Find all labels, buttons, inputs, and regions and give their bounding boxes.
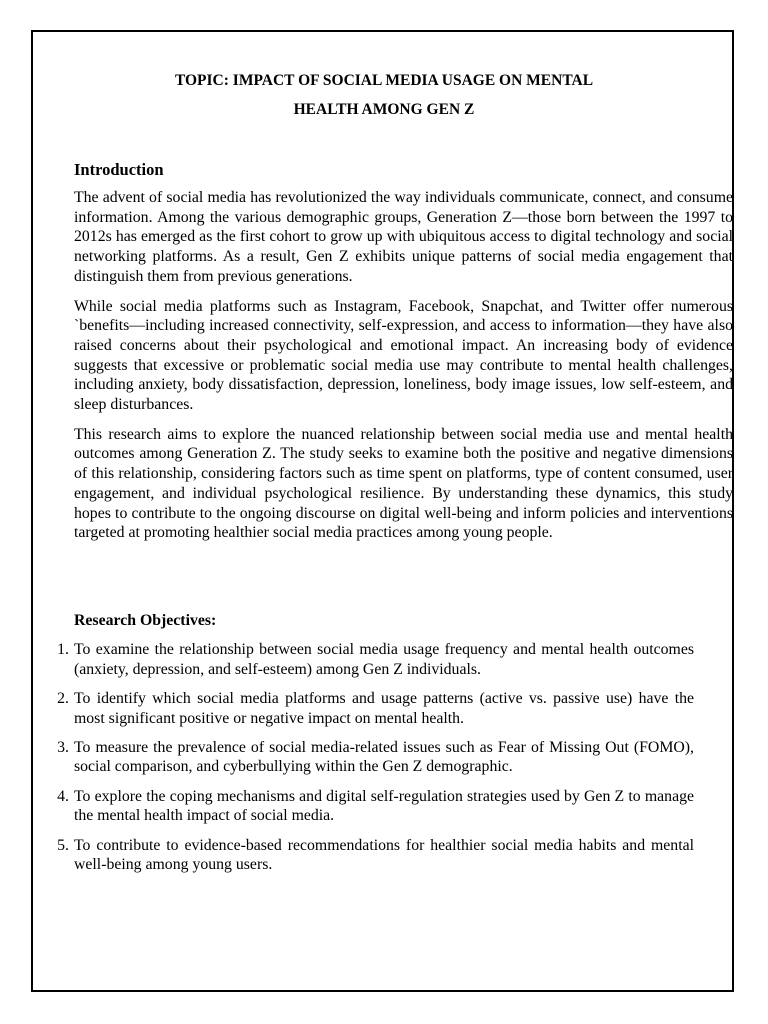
introduction-heading: Introduction [74,160,164,179]
introduction-paragraph-2: While social media platforms such as Instagram, Facebook, Snapchat, and Twitter offer numerous `benefits—including increased connectivity, self-expression, and access to information—they have also raised concerns about their psychological and emotional impact. An increasing body of evidence suggests that excessive or problematic social media use may contribute to mental health challenges, including anxiety, body dissatisfaction, depression, loneliness, body image issues, low self-esteem, and sleep disturbances. [74,297,733,414]
objective-number: 3. [57,738,69,756]
objective-text: To contribute to evidence-based recommendations for healthier social media habits and mental well-being among young users. [74,836,694,874]
objective-text: To measure the prevalence of social media-related issues such as Fear of Missing Out (FOMO), social comparison, and cyberbullying within the Gen Z demographic. [74,738,694,776]
objective-item [57,787,694,826]
objective-item [57,689,694,728]
objective-text: To examine the relationship between social media usage frequency and mental health outcomes (anxiety, depression, and self-esteem) among Gen Z individuals. [74,640,694,678]
objective-text: To identify which social media platforms and usage patterns (active vs. passive use) have the most significant positive or negative impact on mental health. [74,689,694,727]
introduction-paragraph-3: This research aims to explore the nuanced relationship between social media use and mental health outcomes among Generation Z. The study seeks to examine both the positive and negative dimensions of this relationship, considering factors such as time spent on platforms, type of content consumed, user engagement, and individual psychological resilience. By understanding these dynamics, this study hopes to contribute to the ongoing discourse on digital well-being and inform policies and interventions targeted at promoting healthier social media practices among young people. [74,425,733,542]
document-body [57,66,733,884]
objective-item [57,738,694,777]
document-title-line-2: HEALTH AMONG GEN Z [293,101,475,118]
objective-number: 5. [57,836,69,854]
objective-number: 2. [57,689,69,707]
objective-text: To explore the coping mechanisms and digital self-regulation strategies used by Gen Z to manage the mental health impact of social media. [74,787,694,825]
objective-number: 1. [57,640,69,658]
objective-item [57,836,694,875]
research-objectives-heading: Research Objectives: [74,611,217,629]
objective-number: 4. [57,787,69,805]
objective-item [57,640,694,679]
research-objectives-list [57,640,694,875]
document-title-line-1: TOPIC: IMPACT OF SOCIAL MEDIA USAGE ON MENTAL [174,72,594,89]
introduction-paragraph-1: The advent of social media has revolutionized the way individuals communicate, connect, and consume information. Among the various demographic groups, Generation Z—those born between the 1997 to 2012s has emerged as the first cohort to grow up with ubiquitous access to digital technology and social networking platforms. As a result, Gen Z exhibits unique patterns of social media engagement that distinguish them from previous generations. [74,189,733,285]
